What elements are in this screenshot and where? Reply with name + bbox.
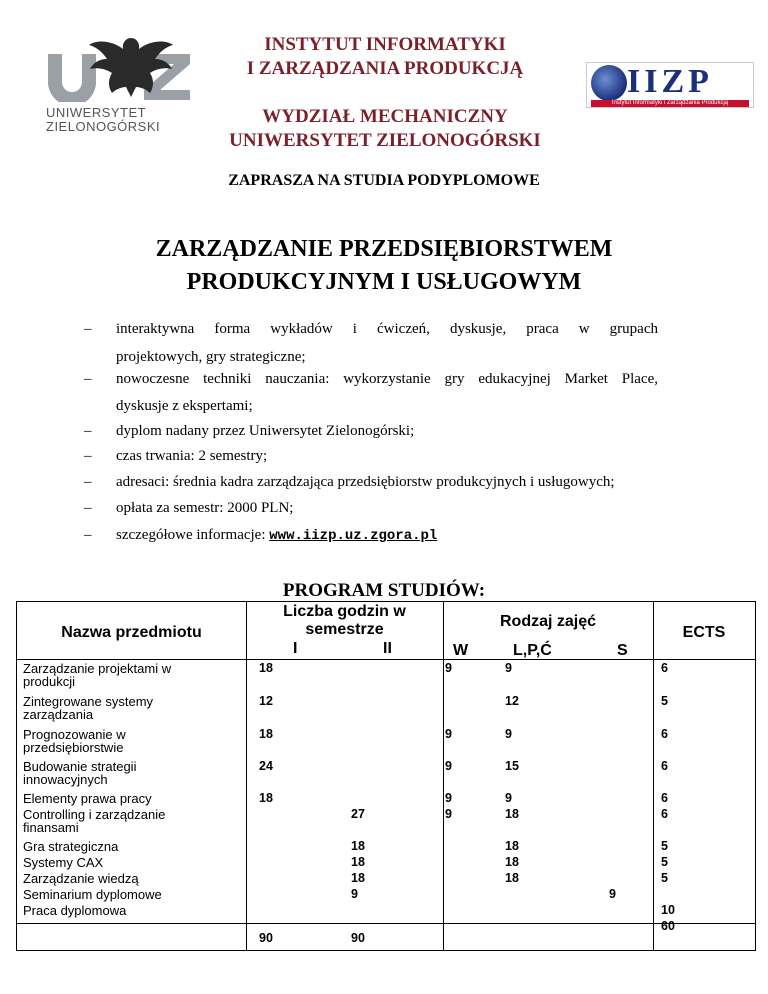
bullet-dash: – [84,371,92,387]
header-hours-line2: semestrze [305,621,384,638]
ects-value: 10 [661,903,675,917]
hours-lpc: 18 [505,855,519,869]
subject-name: Prognozowanie w [23,727,126,742]
hours-sem1: 18 [259,791,273,805]
table-row [23,662,228,688]
hours-lpc: 15 [505,759,519,773]
table-row [23,695,228,721]
subject-name: zarządzania [23,707,94,722]
subject-name: Gra strategiczna [23,839,119,854]
uz-logo-text-line1: UNIWERSYTET [46,105,147,120]
subject-name: Seminarium dyplomowe [23,887,162,902]
hours-lpc: 18 [505,839,519,853]
iizp-logo [586,62,754,108]
subject-name: Zarządzanie projektami w [23,661,172,676]
bullet-2-line2: dyskusje z ekspertami; [116,398,253,414]
program-title: PROGRAM STUDIÓW: [282,580,486,601]
hours-sem2: 18 [351,871,365,885]
ects-value: 5 [661,694,668,708]
hours-w: 9 [445,807,452,821]
subject-name: Budowanie strategii [23,759,137,774]
program-table [16,601,756,951]
subject-name: przedsiębiorstwie [23,740,124,755]
table-row [23,760,228,786]
bullet-dash: – [84,423,92,439]
institute-name-line1: INSTYTUT INFORMATYKI [264,34,506,55]
bullet-3: dyplom nadany przez Uniwersytet Zielonogórski; [116,423,415,439]
uz-logo-text-line2: ZIELONOGÓRSKI [46,119,161,134]
hours-lpc: 9 [505,661,512,675]
hours-w: 9 [445,727,452,741]
bullet-dash: – [84,321,92,337]
subject-name: innowacyjnych [23,772,108,787]
bullet-dash: – [84,500,92,516]
table-col-sep [443,602,444,950]
globe-icon [591,65,627,101]
header-w: W [453,642,469,659]
table-row [23,728,228,754]
ects-value: 6 [661,791,668,805]
hours-w: 9 [445,661,452,675]
subject-name: produkcji [23,674,76,689]
total-sem2: 90 [351,931,365,945]
iizp-logo-subtitle: Instytut Informatyki i Zarządzania Produkcją [591,100,749,107]
hours-sem2: 18 [351,839,365,853]
ects-value: 5 [661,871,668,885]
subject-name: Zarządzanie wiedzą [23,871,139,886]
website-link[interactable]: www.iizp.uz.zgora.pl [269,528,438,544]
bullet-1-line1: interaktywna forma wykładów i ćwiczeń, dyskusje, praca w grupach [116,321,658,337]
header-semester-1: I [293,640,298,657]
ects-value: 6 [661,661,668,675]
hours-lpc: 18 [505,871,519,885]
hours-w: 9 [445,759,452,773]
bullet-dash: – [84,448,92,464]
header-semester-2: II [383,640,392,657]
invitation-text: ZAPRASZA NA STUDIA PODYPLOMOWE [228,172,540,189]
total-ects: 60 [661,919,675,933]
ects-value: 6 [661,807,668,821]
header-hours-line1: Liczba godzin w [283,603,406,620]
hours-sem1: 18 [259,661,273,675]
faculty-name-line2: UNIWERSYTET ZIELONOGÓRSKI [229,130,541,151]
table-col-sep [653,602,654,950]
header-ects: ECTS [682,624,726,641]
header-subject-name: Nazwa przedmiotu [61,624,202,641]
hours-sem1: 12 [259,694,273,708]
subject-name: Praca dyplomowa [23,903,127,918]
bullet-5: adresaci: średnia kadra zarządzająca przedsiębiorstw produkcyjnych i usługowych; [116,474,615,490]
ects-value: 6 [661,759,668,773]
table-header-sep [17,659,755,660]
table-total-sep [17,923,755,924]
bullet-7-label: szczegółowe informacje: [116,527,270,543]
hours-sem2: 18 [351,855,365,869]
hours-lpc: 9 [505,791,512,805]
ects-value: 5 [661,855,668,869]
subject-name: Systemy CAX [23,855,104,870]
subject-name: finansami [23,820,79,835]
bullet-7 [116,526,658,545]
ects-value: 6 [661,727,668,741]
ects-value: 5 [661,839,668,853]
bullet-dash: – [84,474,92,490]
total-sem1: 90 [259,931,273,945]
bullet-dash: – [84,527,92,543]
page-title [0,233,768,299]
table-row [23,808,228,834]
institute-name-line2: I ZARZĄDZANIA PRODUKCJĄ [246,58,524,79]
hours-sem1: 24 [259,759,273,773]
bullet-6: opłata za semestr: 2000 PLN; [116,500,294,516]
header-s: S [617,642,628,659]
hours-w: 9 [445,791,452,805]
header-class-type: Rodzaj zajęć [499,613,597,630]
bullet-1-line2: projektowych, gry strategiczne; [116,349,306,365]
hours-s: 9 [609,887,616,901]
table-col-sep [246,602,247,950]
hours-lpc: 18 [505,807,519,821]
hours-lpc: 12 [505,694,519,708]
subject-name: Elementy prawa pracy [23,791,152,806]
bullet-2-line1: nowoczesne techniki nauczania: wykorzystanie gry edukacyjnej Market Place, [116,371,658,387]
hours-sem2: 27 [351,807,365,821]
subject-name: Controlling i zarządzanie [23,807,166,822]
page-title-line2: PRODUKCYJNYM I USŁUGOWYM [186,269,582,295]
hours-sem2: 9 [351,887,358,901]
iizp-logo-letters: IIZP [627,63,713,100]
faculty-name-line1: WYDZIAŁ MECHANICZNY [262,106,508,127]
bullet-4: czas trwania: 2 semestry; [116,448,268,464]
subject-name: Zintegrowane systemy [23,694,154,709]
hours-sem1: 18 [259,727,273,741]
header-lpc: L,P,Ć [513,642,552,659]
hours-lpc: 9 [505,727,512,741]
page-title-line1: ZARZĄDZANIE PRZEDSIĘBIORSTWEM [155,236,613,262]
